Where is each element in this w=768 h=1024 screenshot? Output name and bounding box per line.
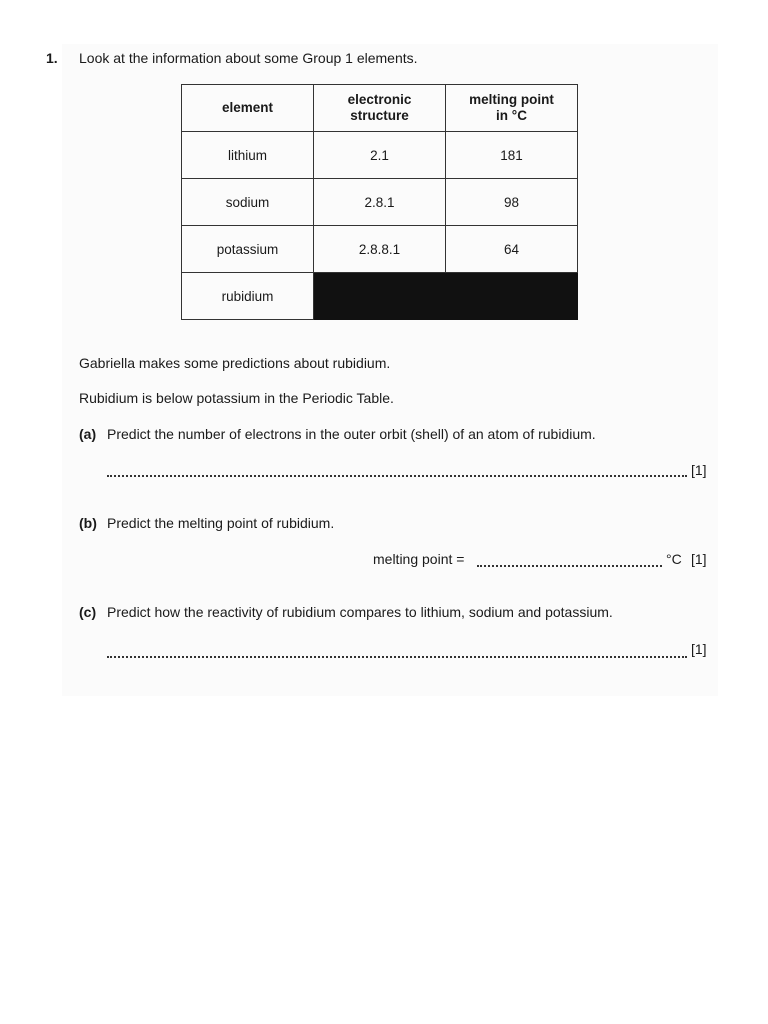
part-b-answer-line[interactable]: [477, 565, 662, 567]
cell-structure: 2.8.8.1: [314, 226, 446, 273]
part-c-label: (c): [79, 604, 97, 620]
part-a-answer-line[interactable]: [107, 475, 687, 477]
part-b-unit: °C: [666, 551, 682, 567]
cell-element: potassium: [182, 226, 314, 273]
paragraph: Rubidium is below potassium in the Periodic Table.: [79, 390, 394, 406]
header-electronic-structure: electronic structure: [314, 85, 446, 132]
cell-melting-point: 98: [446, 179, 578, 226]
cell-structure: 2.1: [314, 132, 446, 179]
part-a-mark: [1]: [691, 462, 707, 478]
part-b-question: Predict the melting point of rubidium.: [107, 515, 335, 531]
part-b-label: (b): [79, 515, 97, 531]
part-c-question: Predict how the reactivity of rubidium compares to lithium, sodium and potassium.: [107, 604, 613, 620]
table-row: [182, 226, 578, 273]
cell-melting-point: 181: [446, 132, 578, 179]
question-intro: Look at the information about some Group 1 elements.: [79, 50, 418, 66]
part-a-question: Predict the number of electrons in the outer orbit (shell) of an atom of rubidium.: [107, 426, 596, 442]
group1-elements-table: [181, 84, 578, 320]
part-c-answer-line[interactable]: [107, 656, 687, 658]
redacted-cells: [314, 273, 578, 320]
header-melting-point: melting point in °C: [446, 85, 578, 132]
part-b-mark: [1]: [691, 551, 707, 567]
cell-element: rubidium: [182, 273, 314, 320]
cell-melting-point: 64: [446, 226, 578, 273]
cell-structure: 2.8.1: [314, 179, 446, 226]
table-row: [182, 179, 578, 226]
part-c-mark: [1]: [691, 641, 707, 657]
table-row: [182, 273, 578, 320]
table-row: [182, 132, 578, 179]
melting-point-label: melting point =: [373, 551, 465, 567]
table-header-row: [182, 85, 578, 132]
header-element: element: [182, 85, 314, 132]
cell-element: sodium: [182, 179, 314, 226]
part-a-label: (a): [79, 426, 97, 442]
question-number: 1.: [46, 50, 58, 66]
cell-element: lithium: [182, 132, 314, 179]
paragraph: Gabriella makes some predictions about rubidium.: [79, 355, 391, 371]
